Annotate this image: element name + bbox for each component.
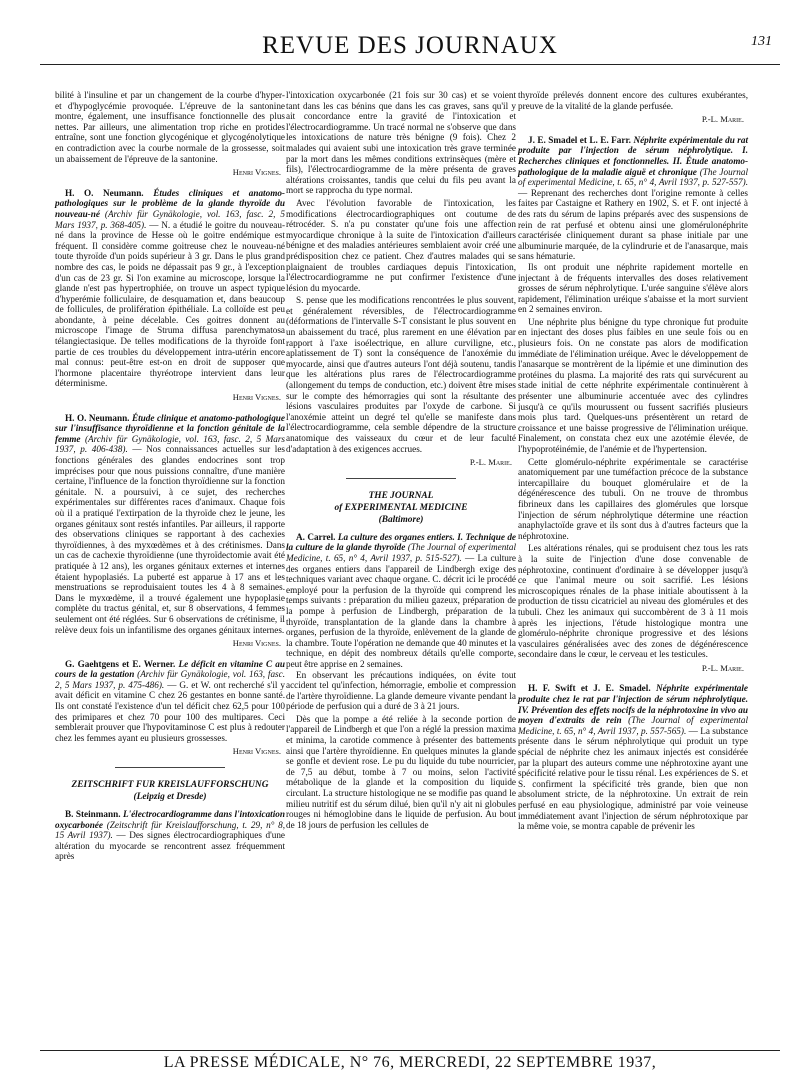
page-footer [40,1050,780,1072]
article-body: — Des signes électrocardiographiques d'une altération du myocarde se rencontrent assez fréquemment après [55,830,285,862]
journal-section-heading [286,490,516,526]
article-body: — La culture des organes entiers dans l'appareil de Lindbergh exige des techniques variant avec chaque organe. C. décrit ici le procédé employé pour la perfusion de la thyroïde qui comprend les temps suivants : préparation du milieu gazeux, préparation de la pompe à perfusion de Lindbergh, préparation de la thyroïde, transplantation de la glande dans la chambre à organes, perfusion de la thyroïde, enlèvement de la glande de la chambre. Toute l'opération ne demande que 40 minutes et la technique, en dépit des nombreux détails qu'elle comporte, peut être apprise en 2 semaines. [286,552,517,669]
article-carrel [286,532,516,831]
article-author: G. Gaehtgens et E. Werner. [65,658,176,669]
signature: Henri Vignes. [232,638,281,649]
article-author: A. Carrel. [296,531,336,542]
article-paragraph: Cette glomérulo-néphrite expérimentale se caractérise anatomiquement par une tuméfaction précoce de la substance intercapillaire du bouquet glomérulaire et de la dégénérescence des tubuli. On ne trouve de thrombus fibrineux dans les capillaires des glomérules que lorsque l'injection de sérum néphrolytique détermine une réaction anaphylactoïde grave et ils sont dus à d'autres facteurs que la néphrotoxine. [518,456,748,541]
issue-line: LA PRESSE MÉDICALE, N° 76, MERCREDI, 22 SEPTEMBRE 1937, [163,1054,657,1071]
journal-city: (Baltimore) [378,514,424,525]
journal-name-line-1: THE JOURNAL [368,490,434,501]
continued-paragraph: thyroïde prélevés donnent encore des cultures exubérantes, preuve de la vitalité de la glande perfusée. [518,90,748,111]
signature: Henri Vignes. [232,167,281,178]
article-paragraph [518,135,748,262]
journal-name: ZEITSCHRIFT FUR KREISLAUFFORSCHUNG [71,780,269,791]
article-body: — N. a étudié le goitre du nouveau-né dans la province de Hesse où le goitre endémique est fréquent. Il considère comme goitreuse chez le nouveau-né toute thyroïde d'un poids supérieur à 3 gr. Dans le plus grand nombre des cas, le poids ne dépassait pas 9 gr., à l'exception d'un cas de 23 gr. Si l'on examine au microscope, lorsque la glande n'est pas hypertrophiée, on trouve un aspect typique d'hyperémie folliculaire, de desquamation et, dans beaucoup de follicules, de prolifération épithéliale. La colloïde est peu abondante, à peine décelable. Ces goitres donnent au microscope l'image de Struma diffusa parenchymatosa télangiectasique. De telles modifications de la thyroïde font partie de ces troubles du développement intra-utérin encore mal connus: peut-être est-on en droit de supposer que l'hormone placentaire thyréotrope intervient dans leur déterminisme. [55,219,286,389]
article-author: J. E. Smadel et L. E. Farr. [528,134,631,145]
article-body: — La substance présente dans le sérum néphrolytique qui produit un type spécial de néphrite chez les animaux injectés est considérée par la plupart des auteurs comme une néphrotoxine ayant une spécificité relative pour le tissu rénal. Les expériences de S. et S. confirment la spécificité très grande, bien que non absolument stricte, de la néphrotoxine. Un extrait de rein perfusé en eau physiologique, administré par voie veineuse immédiatement avant l'injection de sérum néphrotoxique par la même voie, se montra capable de prévenir les [518,725,748,832]
continued-paragraph: bilité à l'insuline et par un changement de la courbe d'hyper- et d'hypoglycémie provoquée. L'épreuve de la santonine montre, également, une insuffisance fonctionnelle des plus nettes. Par ailleurs, une alimentation trop riche en protides entraîne, sont une fonction glycogénique et glycogénolytique en contradiction avec la courbe normale de la grossesse, soit un abaissement de l'épreuve de la santonine. [55,90,285,164]
article-paragraph: Avec l'évolution favorable de l'intoxication, les modifications électrocardiographiques ont coutume de rétrocéder. S. n'a pu constater qu'une fois une affection myocardique chronique à la suite de l'intoxication d'ailleurs bénigne et des maladies antérieures semblaient avoir créé une prédisposition chez ce patient. Chez d'autres malades qui se plaignaient de troubles cardiaques depuis l'intoxication, l'électrocardiogramme ne put confirmer l'existence d'une lésion du myocarde. [286,197,516,293]
signature: Henri Vignes. [232,392,281,403]
continued-paragraph: l'intoxication oxycarbonée (21 fois sur 30 cas) et se voient tant dans les cas bénins que dans les cas graves, sans qu'il y ait concordance entre la gravité de l'intoxication et l'électrocardiogramme. Un tracé normal ne s'observe que dans les intoxications de nature très bénigne (9 fois). Chez 2 malades qui avaient subi une intoxication très grave terminée par la mort dans les mêmes conditions extrinsèques (mère et fils), l'électrocardiogramme de la mère présenta de graves altérations croissantes, tandis que celui du fils peu avant la mort se rapprocha du type normal. [286,90,516,196]
page-number: 131 [751,34,772,49]
article-citation: (Archiv für Gynäkologie, vol. 163, fasc. 2, 5 Mars 1937, p. 368-405). [55,208,285,230]
article-gaehtgens-werner [55,659,285,757]
article-author: B. Steinmann. [65,809,121,820]
article-smadel-farr [518,135,748,674]
article-neumann-1 [55,188,285,403]
article-paragraph [286,532,516,670]
article-author: H. F. Swift et J. E. Smadel. [528,683,651,694]
journal-section-heading [55,779,285,803]
article-neumann-2 [55,413,285,649]
article-citation: (Archiv für Gynäkologie, vol. 163, fasc. 2, 5 Mars 1937, p. 475-486). [55,669,285,690]
article-body: — Nos connaissances actuelles sur les fonctions générales des glandes endocrines sont trop imprécises pour que nous puissions connaître, d'une manière certaine, l'influence de la fonction thyroïdienne sur la fonction génitale. N. a poursuivi, à ce sujet, des recherches expérimentales sur différentes races d'animaux. Chaque fois où il a pratiqué l'extirpation de la thyroïde chez le jeune, les organes génitaux sont restés infantiles. Par ailleurs, il rapporte des observations cliniques se rapportant à des cachexies thyroïdiennes, à des myxœdèmes et à des crétinismes. Dans un cas de cachexie thyroïdienne (une thyroïdectomie avait été pratiquée à 12 ans), les organes génitaux externes et internes étaient hypoplasiés. La puberté est apparue à 17 ans et les menstruations se reproduisaient toutes les 4 à 8 semaines. Dans le myxœdème, il a trouvé également une hypoplasie complète du tractus génital, et, sur 8 observations, 4 femmes seulement ont été réglées. Sur 6 observations de crétinisme, il relève deux fois un infantilisme des organes génitaux internes. [55,444,286,635]
header-rule [40,64,780,65]
signature: P.-L. Marie. [701,114,744,125]
article-paragraph: Les altérations rénales, qui se produisent chez tous les rats à la suite de l'injection d'une dose convenable de néphrotoxine, continuent d'ordinaire à se développer jusqu'à ce que l'animal meure ou soit sacrifié. Les lésions microscopiques rénales de la phase initiale aboutissent à la production de tissu cicatriciel au niveau des glomérules et des tubuli. Chez les animaux qui succombèrent de 3 à 11 mois après les injections, l'étude histologique montra une glomérulo-néphrite chronique progressive et des lésions vasculaires généralisées avec des zones de dégénérescence secondaire dans le cœur, le cerveau et les testicules. [518,543,748,660]
article-citation: (Archiv für Gynäkologie, vol. 163, fasc. 2, 5 Mars 1937, p. 406-438). [55,433,286,455]
article-paragraph [55,188,285,389]
journal-section-title: REVUE DES JOURNAUX [262,32,558,59]
article-title: Néphrite expérimentale produite chez le rat par l'injection de sérum néphrolytique. IV. Prévention des effets nocifs de la néphrotoxine in vivo au moyen d'extraits de rein [518,683,749,726]
article-paragraph [55,413,285,635]
article-swift-smadel [518,683,748,831]
article-citation: (Zeitschrift für Kreislaufforschung, t. 29, n° 8, 15 Avril 1937). [55,819,285,841]
article-title: Le déficit en vitamine C au cours de la gestation [55,658,285,680]
article-citation: (The Journal of experimental Medicine, t. 65, n° 4, Avril 1937, p. 515-527). [286,542,516,563]
article-paragraph: Dès que la pompe a été reliée à la seconde portion de l'appareil de Lindbergh et que l'on a réglé la pression maxima et minima, la carotide commence à présenter des battements ainsi que l'artère thyroïdienne. En quelques minutes la glande se gonfle et devient rose. Le pu du liquide du tube nourricier, de 7,5 au début, tombe à 7 ou moins, selon l'activité métabolique de la glande et la composition du liquide circulant. La structure histologique ne se modifie pas quand le milieu nutritif est du sérum dilué, bien qu'il n'y ait ni globules rouges ni hémoglobine dans le liquide de perfusion. Au bout de 18 jours de perfusion les cellules de [286,713,516,830]
article-citation: (The Journal of experimental Medicine, t. 65, n° 4, Avril 1937, p. 557-565). [518,715,748,736]
signature: P.-L. Marie. [701,662,744,673]
journal-name-line-2: of EXPERIMENTAL MEDICINE [334,502,468,513]
journal-city: (Leipzig et Dresde) [133,792,207,803]
article-paragraph: S. pense que les modifications rencontrées le plus souvent, et généralement réversibles, de l'électrocardiogramme (déformations de l'intervalle S-T consistant le plus souvent en un abaissement du tracé, plus rarement en une élévation par rapport à l'axe isoélectrique, en allure curviligne, etc., aplatissement de T) sont la conséquence de l'anoxémie du myocarde, ainsi que d'autres auteurs l'ont déjà soutenu, tandis que les altérations plus rares de l'électrocardiogramme (allongement du temps de conduction, etc.) doivent être mises sur le compte des hémorragies qui sont la résultante des lésions vasculaires produites par l'oxyde de carbone. Si l'anoxémie atteint un degré tel qu'elle se manifeste dans l'électrocardiogramme, cela semble dépendre de la structure anatomique des vaisseaux du cœur et de leur faculté d'adaptation à des exigences accrues. [286,295,516,454]
article-steinmann [55,809,285,862]
article-paragraph [55,659,285,744]
article-paragraph: Une néphrite plus bénigne du type chronique fut produite en injectant des doses plus faibles en une seule fois ou en plusieurs fois. On ne constate pas alors de modification immédiate de l'élimination uréique. Avec le développement de l'anasarque se montrèrent de la lipémie et une diminution des protéines du plasma. La majorité des rats qui survécurent au stade initial de cette néphrite expérimentale continuèrent à présenter une albuminurie accentuée avec des cylindres jusqu'à ce qu'ils mourussent ou fussent sacrifiés plusieurs mois plus tard. Quelques-uns présentèrent un retard de croissance et une baisse progressive de l'élimination uréique. Finalement, on constata chez eux une azotémie élevée, de l'hypoprotéinémie, de l'anémie et de l'hypertension. [518,316,748,454]
column-3 [518,90,748,838]
article-title: Néphrite expérimentale du rat produite par l'injection de sérum néphrolytique. I. Recherches cliniques et fonctionnelles. II. Étude anatomo-pathologique de la maladie aiguë et chronique [518,134,749,177]
page-header [40,28,780,68]
column-2 [286,90,516,836]
article-title: Études cliniques et anatomo-pathologiques sur le problème de la glande thyroïde du nouveau-né [55,187,285,219]
article-paragraph [518,683,748,831]
footer-rule [40,1050,780,1051]
article-paragraph: Ils ont produit une néphrite rapidement mortelle en injectant à de fréquents intervalles des doses relativement grosses de sérum néphrolytique. L'urée sanguine s'élève alors rapidement, l'élimination uréique s'abaisse et la mort survient en 2 semaines environ. [518,261,748,315]
article-author: H. O. Neumann. [65,187,144,198]
article-title: Étude clinique et anatomo-pathologique sur l'insuffisance thyroïdienne et la fonction génitale de la femme [55,412,285,444]
article-author: H. O. Neumann. [65,412,130,423]
article-paragraph: En observant les précautions indiquées, on évite tout accident tel qu'infection, hémorragie, embolie et compression de l'artère thyroïdienne. La glande demeure vivante pendant la période de perfusion qui a duré de 3 à 21 jours. [286,669,516,712]
section-separator [115,767,225,769]
article-citation: (The Journal of experimental Medicine, t. 65, n° 4, Avril 1937, p. 527-557). [518,166,749,188]
signature: P.-L. Marie. [469,457,512,468]
signature: Henri Vignes. [232,746,281,757]
article-title: La culture des organes entiers. I. Technique de la culture de la glande thyroïde [286,531,517,553]
column-1 [55,90,285,868]
article-paragraph [55,809,285,862]
section-separator [346,478,456,480]
article-title: L'électrocardiogramme dans l'intoxication oxycarbonée [55,809,285,830]
article-body: — G. et W. ont recherché s'il y avait déficit en vitamine C chez 26 gestantes en bonne santé. Ils ont constaté l'existence d'un tel déficit chez 62,5 pour 100 des primipares et chez 70 pour 100 des multipares. Ceci semblerait prouver que l'hypovitaminose C est plus à redouter chez les femmes ayant eu plusieurs grossesses. [55,679,285,743]
article-body: — Reprenant des recherches dont l'origine remonte à celles faites par Castaigne et Rathery en 1902, S. et F. ont injecté à des rats du sérum de lapins préparés avec des suspensions de rein de rat perfusé et obtenu ainsi une glomérulonéphrite caractérisée cliniquement durant sa phase initiale par une albuminurie marquée, de la cylindrurie et de l'anasarque, mais sans hématurie. [518,187,748,262]
